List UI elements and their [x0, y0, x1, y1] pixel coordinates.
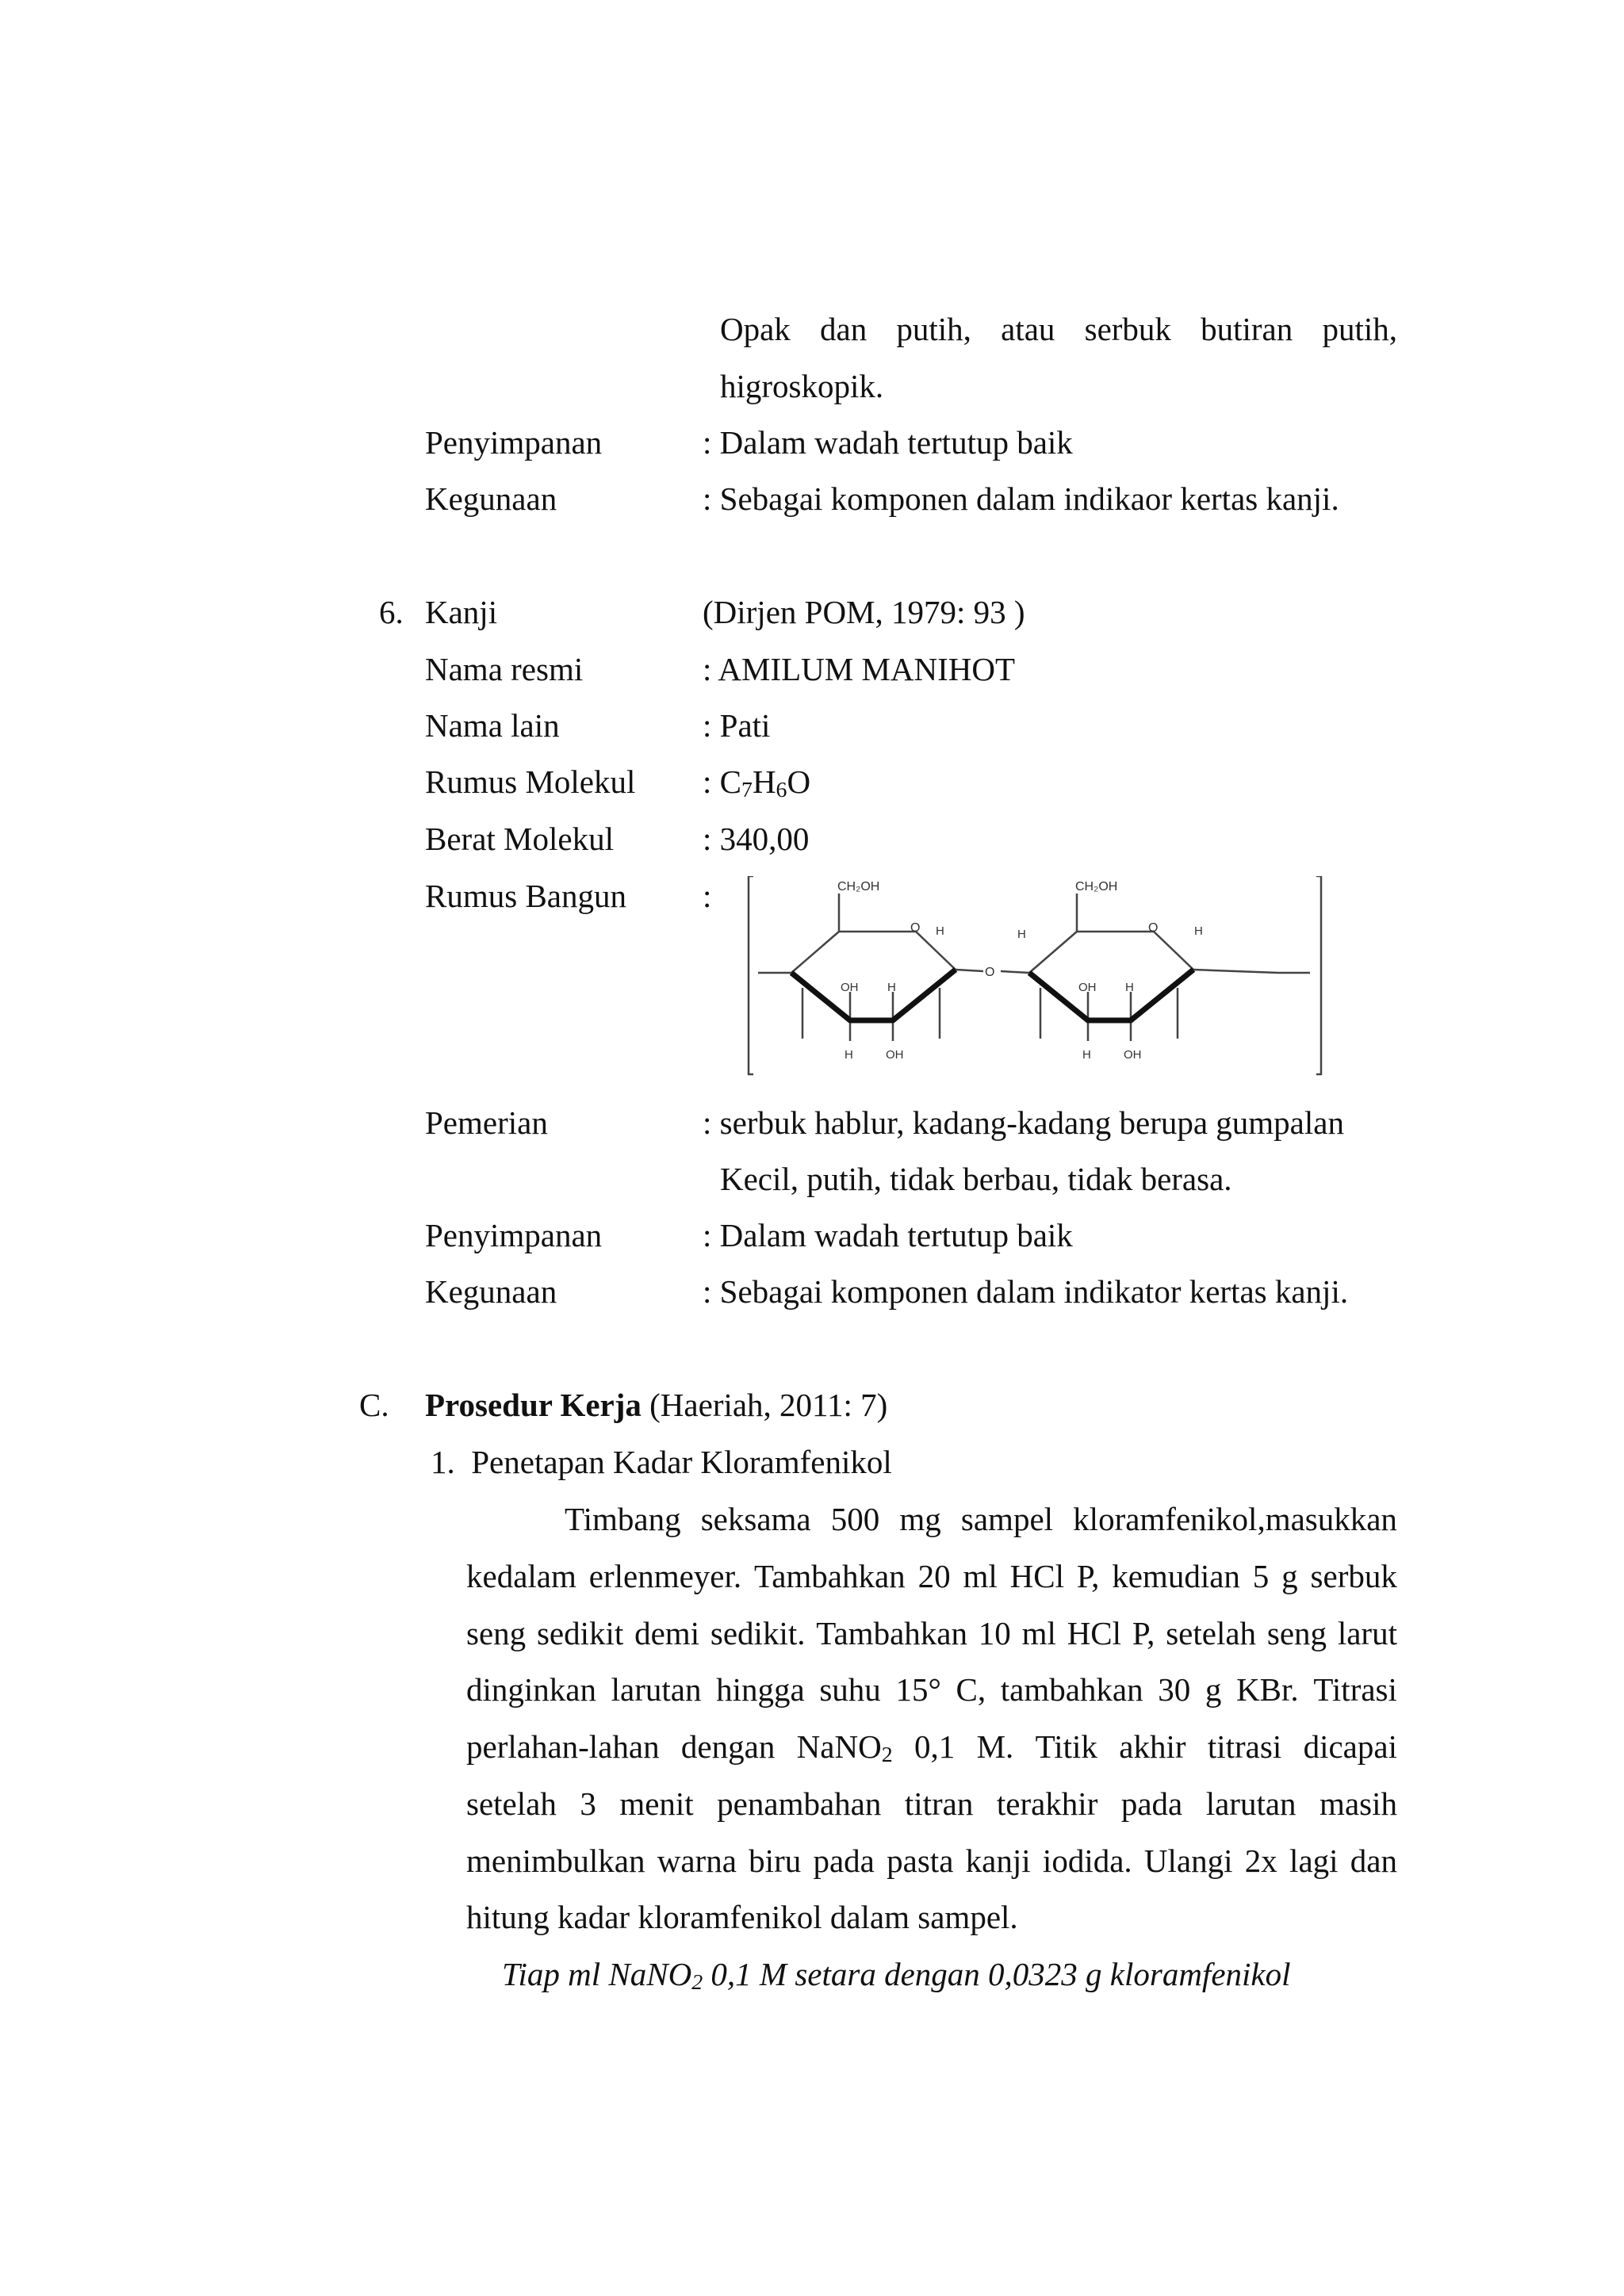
word: Tambahkan	[754, 1558, 906, 1594]
nama-resmi-value: : AMILUM MANIHOT	[703, 651, 1016, 687]
word: menimbulkan	[466, 1843, 645, 1879]
pemerian-value-line1: : serbuk hablur, kadang-kadang berupa gumpalan	[703, 1104, 1344, 1141]
word: g	[1281, 1558, 1298, 1594]
word: serbuk	[1310, 1558, 1397, 1594]
oh-right-down-text: OH	[1124, 1048, 1142, 1062]
word: dinginkan	[466, 1671, 596, 1708]
word: dicapai	[1303, 1728, 1397, 1765]
ring-o-right-text: O	[1148, 921, 1159, 935]
word: titran	[904, 1785, 974, 1822]
word: 2x	[1244, 1843, 1277, 1879]
glycosidic-o-text: O	[985, 966, 995, 979]
word: dengan	[680, 1728, 776, 1765]
right-glucose-ring	[1001, 880, 1278, 1062]
word: 3	[580, 1785, 596, 1822]
word: biru	[749, 1843, 802, 1879]
pemerian-label: Pemerian	[425, 1104, 548, 1141]
word: Tambahkan	[816, 1615, 967, 1651]
word: 0,1	[914, 1728, 956, 1765]
procedure-line-1	[565, 1503, 1397, 1536]
word: sedikit.	[710, 1615, 806, 1651]
ch2oh-right-text: CH₂OH	[1075, 880, 1118, 894]
word: kanji	[965, 1843, 1031, 1879]
procedure-line-6	[466, 1785, 1397, 1822]
word: 500	[830, 1501, 880, 1537]
h-right-up-text: H	[1125, 981, 1134, 994]
left-bracket	[749, 876, 753, 1074]
formula-h: H	[752, 763, 776, 800]
word: butiran	[1201, 311, 1293, 347]
h-right-anomeric-text: H	[1194, 924, 1203, 938]
item6-kegunaan-value: : Sebagai komponen dalam indikator kertas kanji.	[703, 1273, 1349, 1310]
oh-left-up-text: OH	[841, 981, 859, 994]
procedure-line-4	[466, 1671, 1397, 1708]
nama-lain-value: : Pati	[703, 707, 771, 744]
word: suhu	[819, 1671, 881, 1708]
item6-number: 6.	[379, 594, 404, 630]
word: Titrasi	[1313, 1671, 1397, 1708]
word: pasta	[887, 1843, 954, 1879]
word: Ulangi	[1143, 1843, 1233, 1879]
h-right-down-text: H	[1082, 1048, 1091, 1062]
subsection-1-heading	[431, 1446, 892, 1479]
section-c-letter: C.	[359, 1387, 389, 1423]
berat-molekul-label: Berat Molekul	[425, 821, 614, 857]
nano2-formula: NaNO$_2$	[796, 1728, 893, 1768]
word: pada	[813, 1843, 875, 1879]
word: hingga	[716, 1671, 805, 1708]
h-left-up-text: H	[887, 981, 896, 994]
word: ml	[963, 1558, 998, 1594]
word: perlahan-lahan	[466, 1728, 660, 1765]
section-c-source: (Haeriah, 2011: 7)	[649, 1387, 888, 1423]
word: terakhir	[996, 1785, 1098, 1822]
word: 15°	[895, 1671, 941, 1708]
oh-left-down-text: OH	[886, 1048, 904, 1062]
word: Opak	[720, 311, 791, 347]
word: P,	[1132, 1615, 1155, 1651]
oh-right-up-text: OH	[1078, 981, 1097, 994]
rumus-bangun-colon: :	[703, 878, 712, 914]
rumus-molekul-value	[703, 763, 811, 803]
word: kedalam	[466, 1558, 576, 1594]
word: demi	[634, 1615, 700, 1651]
left-glucose-ring	[791, 880, 994, 1062]
formula-c: : C	[703, 763, 741, 800]
word: lagi	[1289, 1843, 1339, 1879]
item6-source: (Dirjen POM, 1979: 93 )	[703, 594, 1025, 630]
item6-kegunaan-label: Kegunaan	[425, 1273, 557, 1310]
word: putih,	[896, 311, 971, 347]
pemerian-continuation-line1	[720, 313, 1397, 346]
word: ml	[1021, 1615, 1056, 1651]
word: 5	[1252, 1558, 1270, 1594]
word: penambahan	[717, 1785, 882, 1822]
word: atau	[1001, 311, 1055, 347]
berat-molekul-value: : 340,00	[703, 821, 810, 857]
word: KBr.	[1236, 1671, 1299, 1708]
item5-penyimpanan-label: Penyimpanan	[425, 424, 603, 461]
word: kloramfenikol,masukkan	[1073, 1501, 1397, 1537]
section-c-title: Prosedur Kerja	[425, 1387, 642, 1423]
word: P,	[1076, 1558, 1100, 1594]
right-bracket	[1316, 876, 1321, 1074]
procedure-line-2	[466, 1560, 1397, 1593]
word: sampel	[960, 1501, 1054, 1537]
word: C,	[956, 1671, 986, 1708]
word: Timbang	[565, 1501, 681, 1537]
equivalence-statement: Tiap ml NaNO$_2$ 0,1 M setara dengan 0,0323 g kloramfenikol	[502, 1956, 1291, 1996]
word: putih,	[1322, 311, 1397, 347]
item5-kegunaan-label: Kegunaan	[425, 480, 557, 517]
item6-title: Kanji	[425, 594, 498, 630]
word: mg	[899, 1501, 941, 1537]
word: warna	[657, 1843, 737, 1879]
word: kemudian	[1112, 1558, 1240, 1594]
procedure-line-5	[466, 1728, 1397, 1768]
formula-h-subscript: 6	[776, 778, 787, 803]
nama-resmi-label: Nama resmi	[425, 651, 584, 687]
formula-o: O	[787, 763, 811, 800]
word: Titik	[1035, 1728, 1097, 1765]
word: iodida.	[1042, 1843, 1132, 1879]
word: dan	[820, 311, 868, 347]
item6-penyimpanan-value: : Dalam wadah tertutup baik	[703, 1217, 1073, 1253]
word: akhir	[1119, 1728, 1186, 1765]
ch2oh-left-text: CH₂OH	[837, 880, 880, 894]
word: larutan	[1205, 1785, 1297, 1822]
word: serbuk	[1084, 311, 1171, 347]
word: seng	[1266, 1615, 1327, 1651]
word: larutan	[611, 1671, 702, 1708]
word: HCl	[1067, 1615, 1122, 1651]
item5-penyimpanan-value: : Dalam wadah tertutup baik	[703, 424, 1073, 461]
word: sedikit	[536, 1615, 624, 1651]
h-right-c4-text: H	[1017, 928, 1026, 941]
nama-lain-label: Nama lain	[425, 707, 560, 744]
rumus-bangun-label: Rumus Bangun	[425, 878, 626, 914]
item5-kegunaan-value: : Sebagai komponen dalam indikaor kertas kanji.	[703, 480, 1339, 517]
item6-penyimpanan-label: Penyimpanan	[425, 1217, 603, 1253]
procedure-line-3	[466, 1617, 1397, 1650]
word: tambahkan	[1000, 1671, 1143, 1708]
word: HCl	[1009, 1558, 1064, 1594]
word: seng	[466, 1615, 527, 1651]
ring-o-left-text: O	[910, 921, 921, 935]
word: dan	[1350, 1843, 1397, 1879]
word: titrasi	[1207, 1728, 1282, 1765]
h-left-down-text: H	[845, 1048, 853, 1062]
word: g	[1205, 1671, 1222, 1708]
pemerian-continuation-line2: higroskopik.	[720, 368, 884, 404]
word: M.	[976, 1728, 1014, 1765]
section-c-heading	[425, 1389, 887, 1422]
word: 20	[917, 1558, 951, 1594]
word: setelah	[466, 1785, 557, 1822]
subsection-1-number: 1.	[431, 1444, 455, 1480]
word: menit	[619, 1785, 694, 1822]
word: seksama	[700, 1501, 811, 1537]
subsection-1-title: Penetapan Kadar Kloramfenikol	[471, 1444, 892, 1480]
word: 10	[978, 1615, 1011, 1651]
pemerian-value-line2: Kecil, putih, tidak berbau, tidak berasa.	[720, 1161, 1232, 1197]
formula-c-subscript: 7	[741, 778, 753, 803]
h-left-anomeric-text: H	[936, 924, 944, 938]
word: setelah	[1166, 1615, 1257, 1651]
word: erlenmeyer.	[588, 1558, 742, 1594]
procedure-line-8: hitung kadar kloramfenikol dalam sampel.	[466, 1899, 1018, 1935]
word: pada	[1120, 1785, 1183, 1822]
rumus-molekul-label: Rumus Molekul	[425, 763, 636, 800]
word: 30	[1158, 1671, 1191, 1708]
procedure-line-7	[466, 1845, 1397, 1877]
word: masih	[1320, 1785, 1397, 1822]
structural-formula-diagram	[745, 876, 1324, 1082]
word: larut	[1337, 1615, 1397, 1651]
